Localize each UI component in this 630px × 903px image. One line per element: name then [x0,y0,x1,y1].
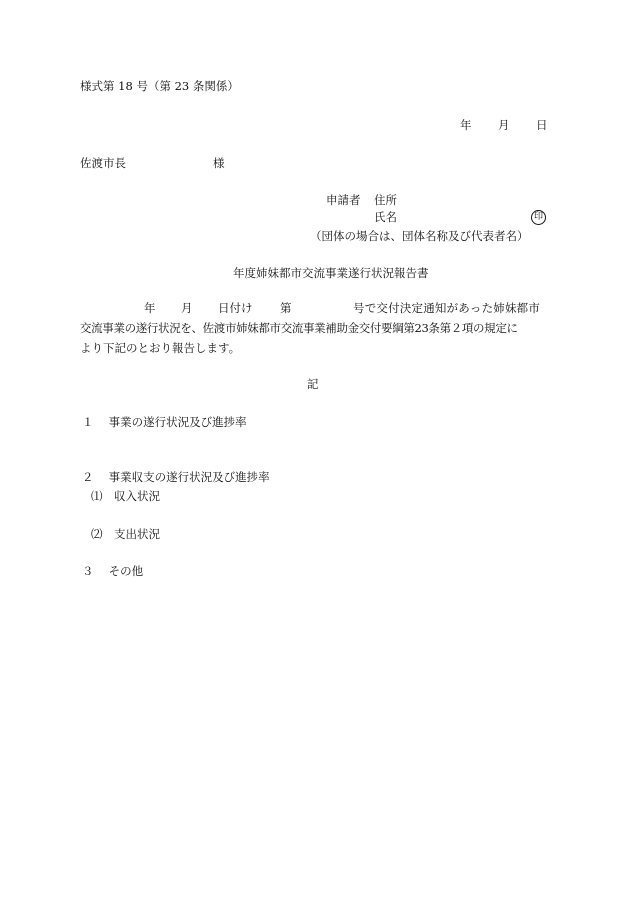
item-3: ３ その他 [82,564,144,578]
item-1: １ 事業の遂行状況及び進捗率 [82,415,247,429]
body-line3: より下記のとおり報告します。 [80,341,241,355]
seal-icon: 印 [531,210,546,225]
seal-mark [531,210,546,225]
item-2: ２ 事業収支の遂行状況及び進捗率 [82,470,270,484]
body-year: 年 [144,301,156,315]
body-date: 日付け [218,301,253,315]
date-year-label: 年 [460,118,472,132]
addressee-name: 佐渡市長 [80,156,126,170]
addressee-honorific: 様 [213,156,225,170]
body-month: 月 [181,301,193,315]
applicant-name-label: 氏名 [374,210,397,224]
ki-heading: 記 [307,377,319,391]
body-line2: 交流事業の遂行状況を、佐渡市姉妹都市交流事業補助金交付要綱第23条第２項の規定に [80,321,518,335]
applicant-address-label: 住所 [374,193,397,207]
body-dai: 第 [280,301,292,315]
form-number: 様式第 18 号（第 23 条関係） [80,79,239,93]
item-2-sub-2: ⑵ 支出状況 [91,527,160,541]
applicant-label: 申請者 [326,193,361,207]
date-month-label: 月 [498,118,510,132]
date-day-label: 日 [536,118,548,132]
document-title: 年度姉妹都市交流事業遂行状況報告書 [233,266,429,280]
item-2-sub-1: ⑴ 収入状況 [91,489,160,503]
applicant-note: （団体の場合は、団体名称及び代表者名） [310,229,529,243]
body-line1-rest: 号で交付決定通知があった姉妹都市 [353,301,541,315]
